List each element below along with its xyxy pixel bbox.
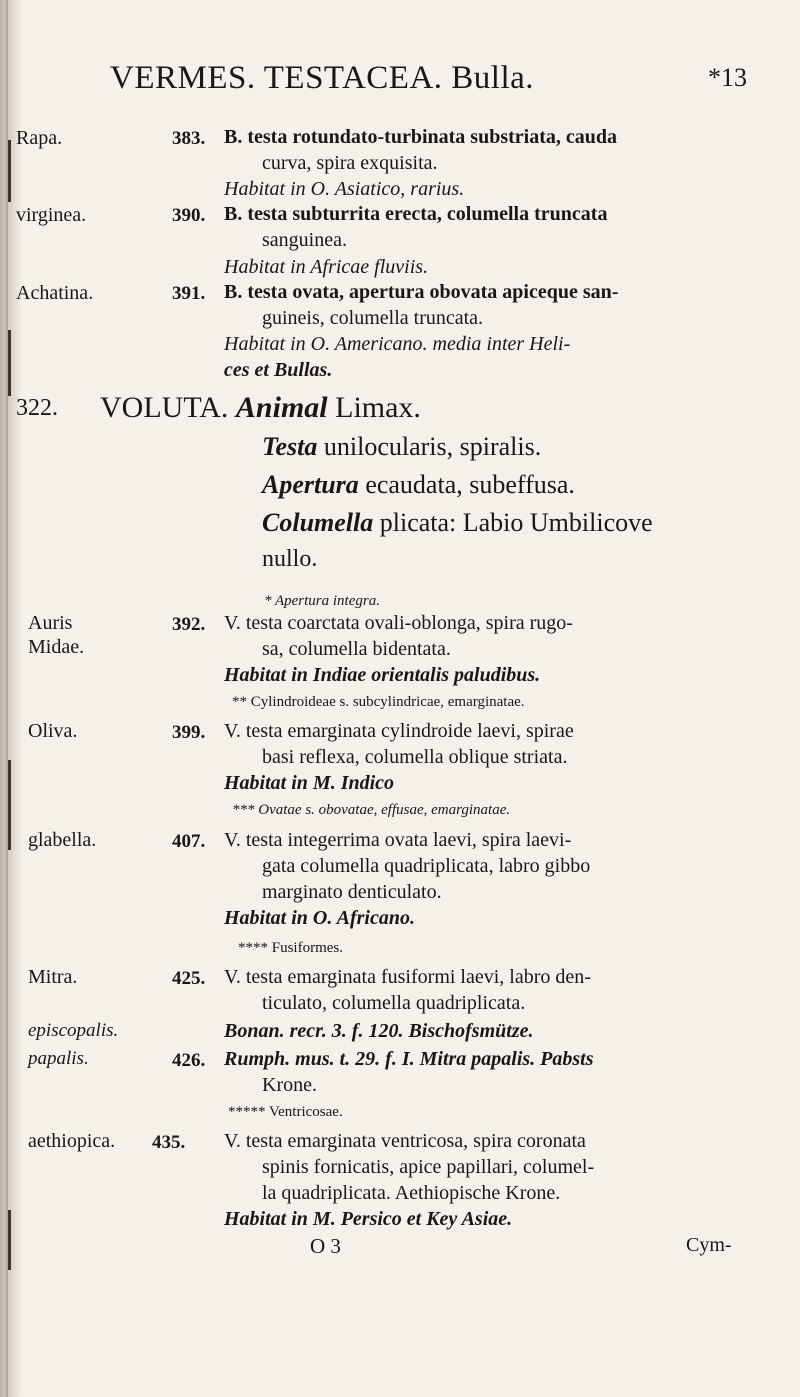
entry-habitat: Habitat in M. Indico [224, 772, 395, 794]
margin-species-name: Auris [28, 612, 73, 634]
entry-description: B. testa subturrita erecta, columella truncata [224, 203, 608, 225]
entry-habitat: Habitat in M. Persico et Key Asiae. [224, 1208, 513, 1230]
genus-character-testa [262, 432, 541, 462]
entry-number: 392. [172, 614, 206, 635]
entry-habitat: Habitat in Africae fluviis. [224, 256, 429, 278]
genus-animal-label: Animal [235, 391, 328, 424]
entry-description: B. testa rotundato-turbinata substriata, cauda [224, 126, 617, 148]
section-heading: * Apertura integra. [264, 593, 380, 609]
entry-description-cont: la quadriplicata. Aethiopische Krone. [262, 1182, 561, 1204]
margin-species-name: episcopalis. [28, 1020, 119, 1041]
margin-rule-mark [8, 760, 11, 850]
entry-reference: Bonan. recr. 3. f. 120. Bischofsmütze. [224, 1020, 534, 1042]
section-heading: ***** Ventricosae. [228, 1104, 343, 1120]
entry-number: 391. [172, 283, 206, 304]
entry-description-cont: marginato denticulato. [262, 881, 442, 903]
entry-number: 390. [172, 205, 206, 226]
character-text: ecaudata, subeffusa. [365, 470, 575, 499]
entry-description: B. testa ovata, apertura obovata apiceque san- [224, 281, 619, 303]
genus-character-apertura [262, 470, 575, 500]
margin-species-name-cont: Midae. [28, 636, 85, 658]
character-text: plicata: Labio Umbilicove [379, 508, 653, 537]
entry-description-cont: spinis fornicatis, apice papillari, columel- [262, 1156, 595, 1178]
entry-habitat: Habitat in O. Africano. [224, 907, 415, 929]
entry-description: V. testa emarginata fusiformi laevi, labro den- [224, 966, 591, 988]
character-label: Apertura [262, 470, 359, 499]
genus-animal: Limax. [335, 391, 421, 424]
margin-species-name: Oliva. [28, 720, 78, 742]
entry-description-cont: gata columella quadriplicata, labro gibbo [262, 855, 591, 877]
entry-description-cont: guineis, columella truncata. [262, 307, 484, 329]
margin-species-name: Mitra. [28, 966, 78, 988]
character-label: Columella [262, 508, 374, 537]
entry-description-cont: sa, columella bidentata. [262, 638, 451, 660]
character-text: unilocularis, spiralis. [323, 432, 542, 461]
entry-description-cont: ticulato, columella quadriplicata. [262, 992, 526, 1014]
margin-species-name: Achatina. [16, 282, 94, 304]
genus-number: 322. [16, 395, 58, 421]
entry-description-cont: curva, spira exquisita. [262, 152, 438, 174]
entry-number: 425. [172, 968, 206, 989]
entry-number: 435. [152, 1132, 186, 1153]
margin-rule-mark [8, 1210, 11, 1270]
entry-number: 426. [172, 1050, 206, 1071]
entry-description: V. testa emarginata cylindroide laevi, spirae [224, 720, 574, 742]
entry-habitat: Habitat in O. Asiatico, rarius. [224, 178, 465, 200]
entry-description: V. testa coarctata ovali-oblonga, spira rugo- [224, 612, 573, 634]
section-heading: *** Ovatae s. obovatae, effusae, emarginatae. [232, 802, 511, 818]
character-label: Testa [262, 432, 318, 461]
signature-mark: O 3 [310, 1234, 341, 1258]
binding-edge-line [6, 0, 8, 1397]
entry-reference-cont: Krone. [262, 1074, 317, 1096]
section-heading: **** Fusiformes. [238, 940, 343, 956]
entry-number: 399. [172, 722, 206, 743]
entry-number: 407. [172, 831, 206, 852]
margin-species-name: glabella. [28, 829, 97, 851]
margin-rule-mark [8, 140, 11, 202]
entry-description: V. testa integerrima ovata laevi, spira laevi- [224, 829, 572, 851]
margin-rule-mark [8, 330, 11, 396]
genus-character-columella [262, 508, 653, 538]
entry-habitat: Habitat in O. Americano. media inter Heli- [224, 333, 571, 355]
entry-description-cont: basi reflexa, columella oblique striata. [262, 746, 568, 768]
entry-description: V. testa emarginata ventricosa, spira coronata [224, 1130, 586, 1152]
entry-habitat: Habitat in Indiae orientalis paludibus. [224, 664, 541, 686]
section-heading: ** Cylindroideae s. subcylindricae, emarginatae. [232, 694, 525, 710]
genus-title [100, 391, 421, 425]
margin-species-name: aethiopica. [28, 1130, 116, 1152]
entry-number: 383. [172, 128, 206, 149]
margin-species-name: virginea. [16, 204, 87, 226]
entry-reference: Rumph. mus. t. 29. f. I. Mitra papalis. Pabsts [224, 1048, 594, 1070]
page-folio: *13 [708, 63, 747, 92]
entry-description-cont: sanguinea. [262, 229, 347, 251]
running-head: VERMES. TESTACEA. Bulla. [110, 60, 535, 96]
genus-name: VOLUTA. [100, 391, 229, 424]
margin-species-name: Rapa. [16, 127, 63, 149]
entry-habitat-cont: ces et Bullas. [224, 359, 333, 381]
genus-character-cont: nullo. [262, 546, 318, 572]
margin-species-name: papalis. [28, 1048, 89, 1069]
catchword: Cym- [686, 1234, 732, 1256]
